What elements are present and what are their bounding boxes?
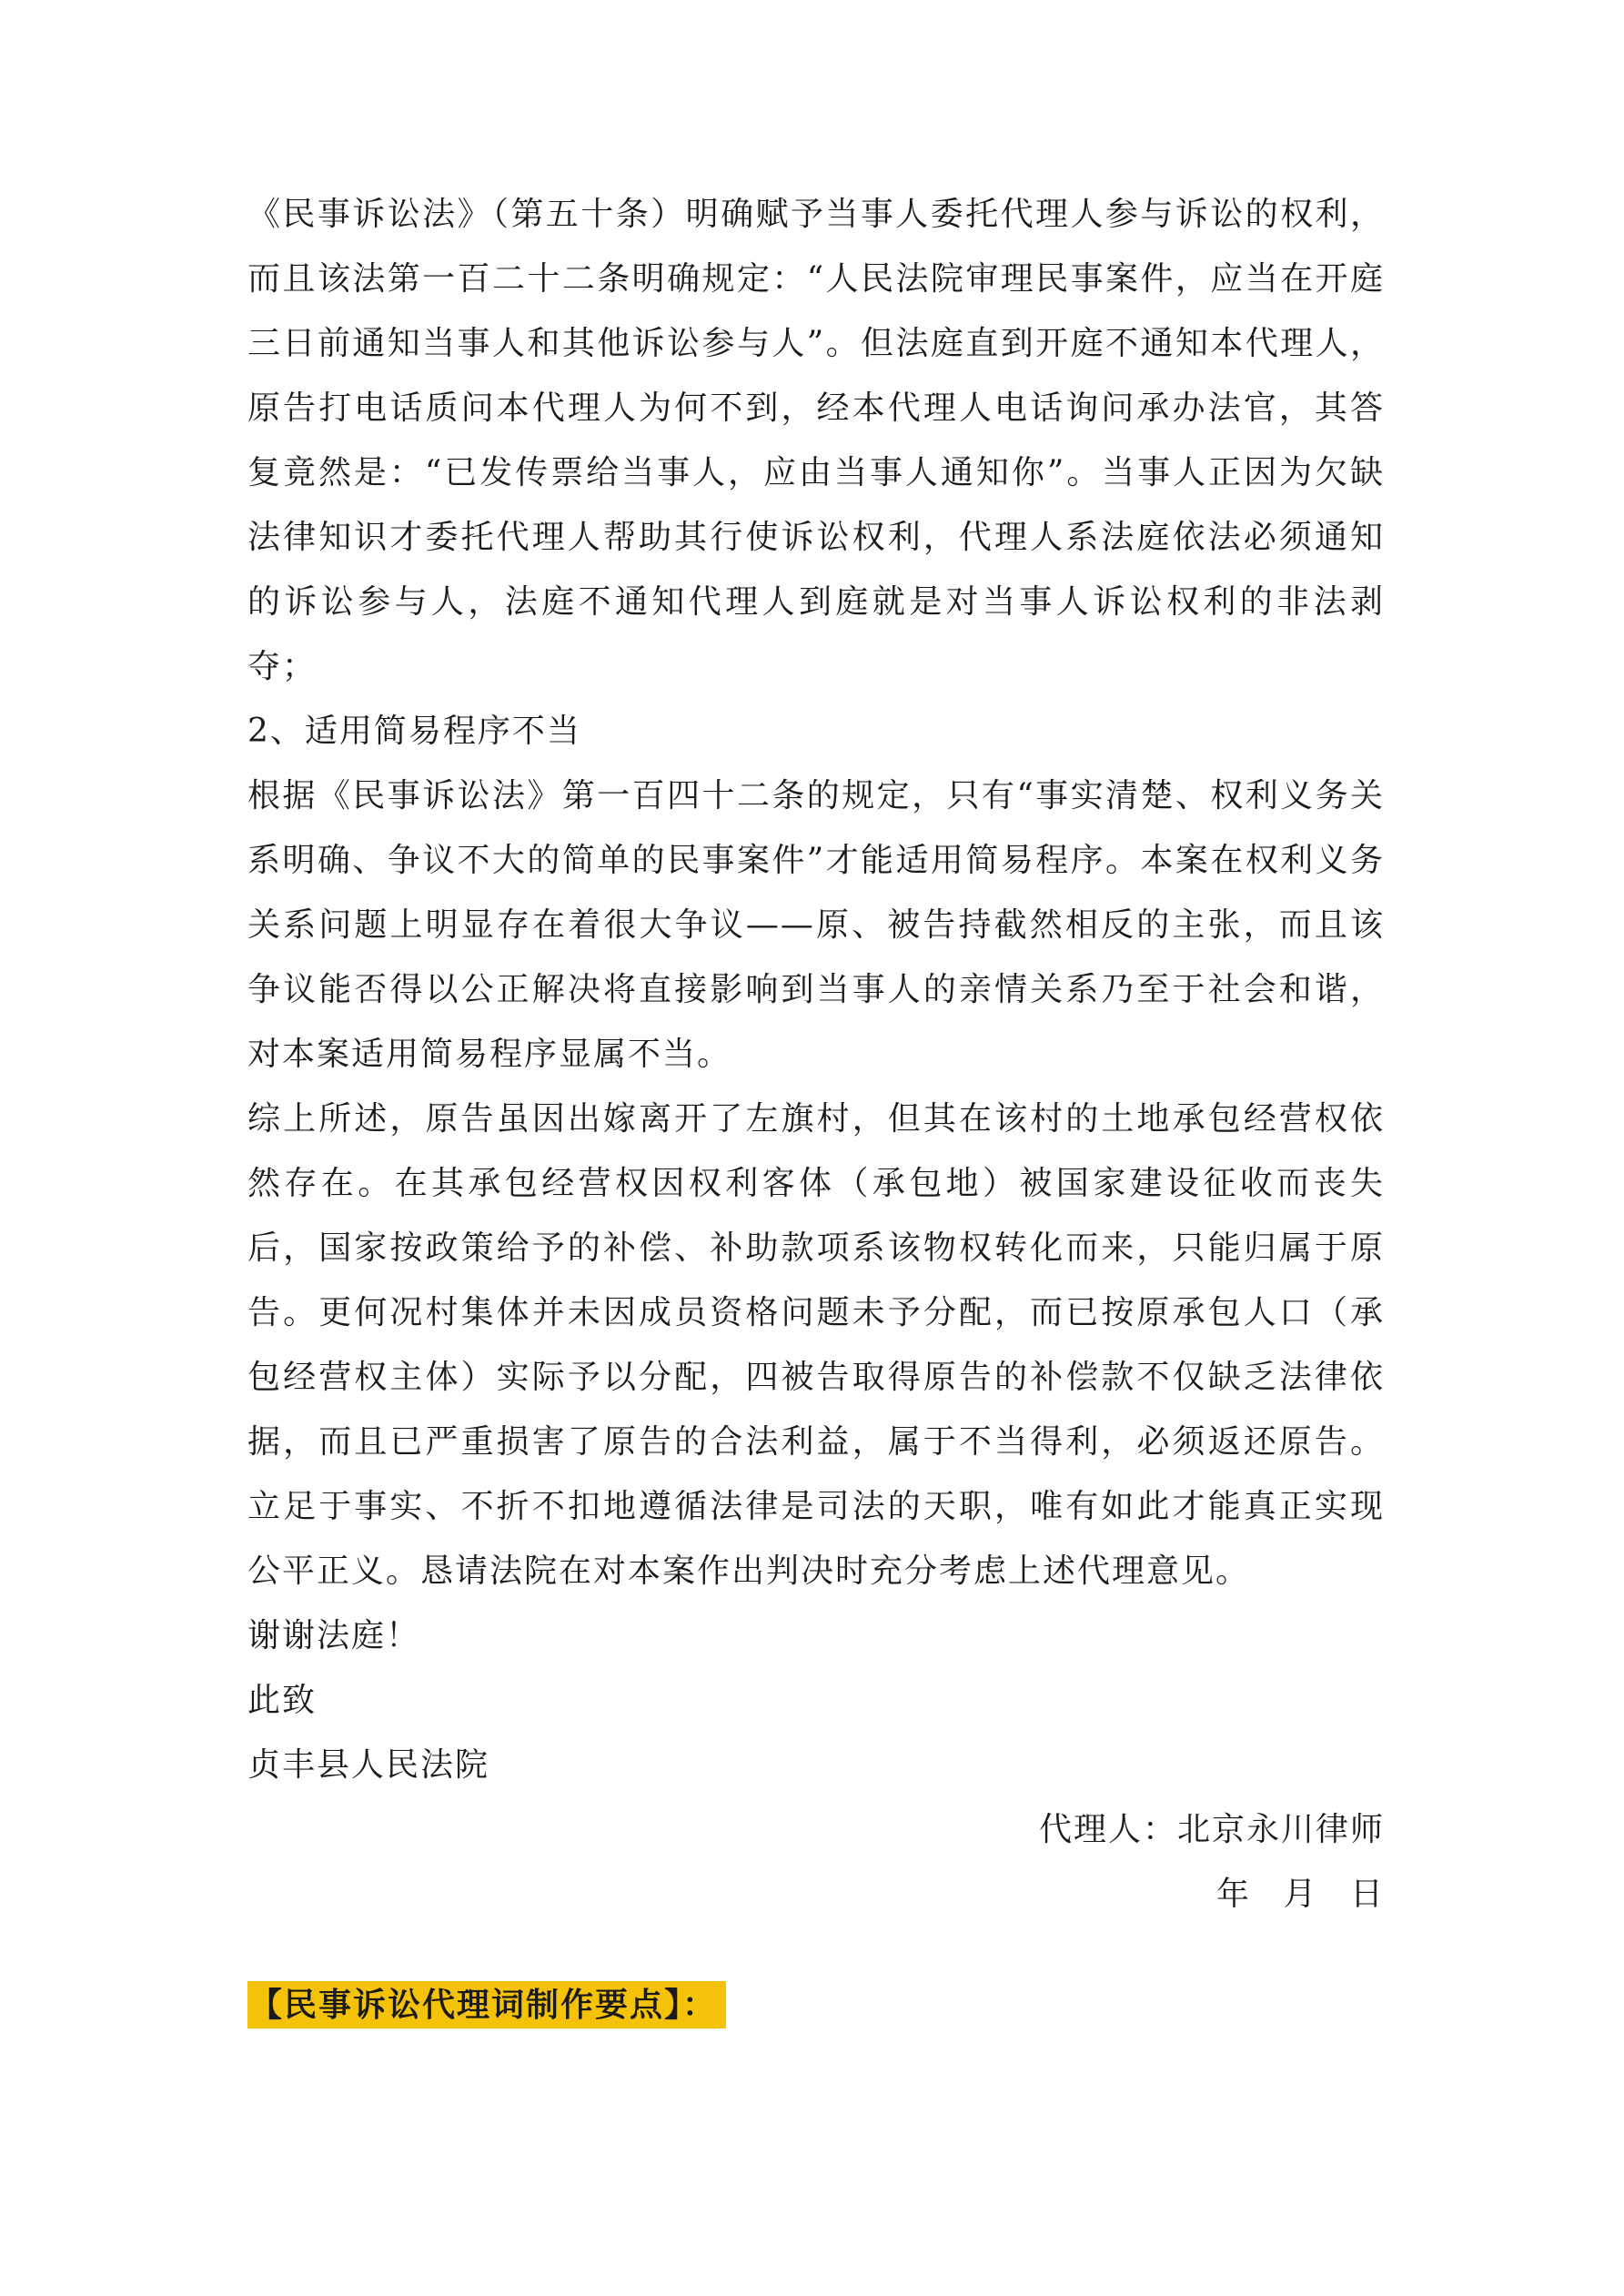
date-day: 日 bbox=[1349, 1876, 1385, 1913]
document-body bbox=[247, 182, 1385, 2028]
date-line bbox=[247, 1862, 1385, 1927]
paragraph-litigation-rights: 《民事诉讼法》（第五十条）明确赋予当事人委托代理人参与诉讼的权利，而且该法第一百二十二条明确规定：“人民法院审理民事案件，应当在开庭三日前通知当事人和其他诉讼参与人”。但法庭直到开庭不通知本代理人，原告打电话质问本代理人为何不到，经本代理人电话询问承办法官，其答复竟然是：“已发传票给当事人，应由当事人通知你”。当事人正因为欠缺法律知识才委托代理人帮助其行使诉讼权利，代理人系法庭依法必须通知的诉讼参与人，法庭不通知代理人到庭就是对当事人诉讼权利的非法剥夺； bbox=[247, 196, 1385, 685]
paragraph-thanks: 谢谢法庭！ bbox=[247, 1617, 421, 1654]
paragraph-conclusion: 综上所述，原告虽因出嫁离开了左旗村，但其在该村的土地承包经营权依然存在。在其承包经营权因权利客体（承包地）被国家建设征收而丧失后，国家按政策给予的补偿、补助款项系该物权转化而来，只能归属于原告。更何况村集体并未因成员资格问题未予分配，而已按原承包人口（承包经营权主体）实际予以分配，四被告取得原告的补偿款不仅缺乏法律依据，而且已严重损害了原告的合法利益，属于不当得利，必须返还原告。立足于事实、不折不扣地遵循法律是司法的天职，唯有如此才能真正实现公平正义。恳请法院在对本案作出判决时充分考虑上述代理意见。 bbox=[247, 1100, 1385, 1590]
paragraph-salutation: 此致 bbox=[247, 1682, 318, 1719]
date-year: 年 bbox=[1216, 1876, 1252, 1913]
paragraph-summary-procedure: 根据《民事诉讼法》第一百四十二条的规定，只有“事实清楚、权利义务关系明确、争议不大的简单的民事案件”才能适用简易程序。本案在权利义务关系问题上明显存在着很大争议——原、被告持截然相反的主张，而且该争议能否得以公正解决将直接影响到当事人的亲情关系乃至于社会和谐，对本案适用简易程序显属不当。 bbox=[247, 777, 1385, 1073]
paragraph-addressee: 贞丰县人民法院 bbox=[247, 1746, 490, 1784]
section-heading-highlight: 【民事诉讼代理词制作要点】： bbox=[247, 1981, 726, 2028]
date-month: 月 bbox=[1283, 1876, 1318, 1913]
signature-line: 代理人：北京永川律师 bbox=[1038, 1811, 1385, 1848]
section-heading-wrap bbox=[247, 1981, 1385, 2028]
heading-summary-procedure: 2、适用简易程序不当 bbox=[247, 713, 581, 750]
